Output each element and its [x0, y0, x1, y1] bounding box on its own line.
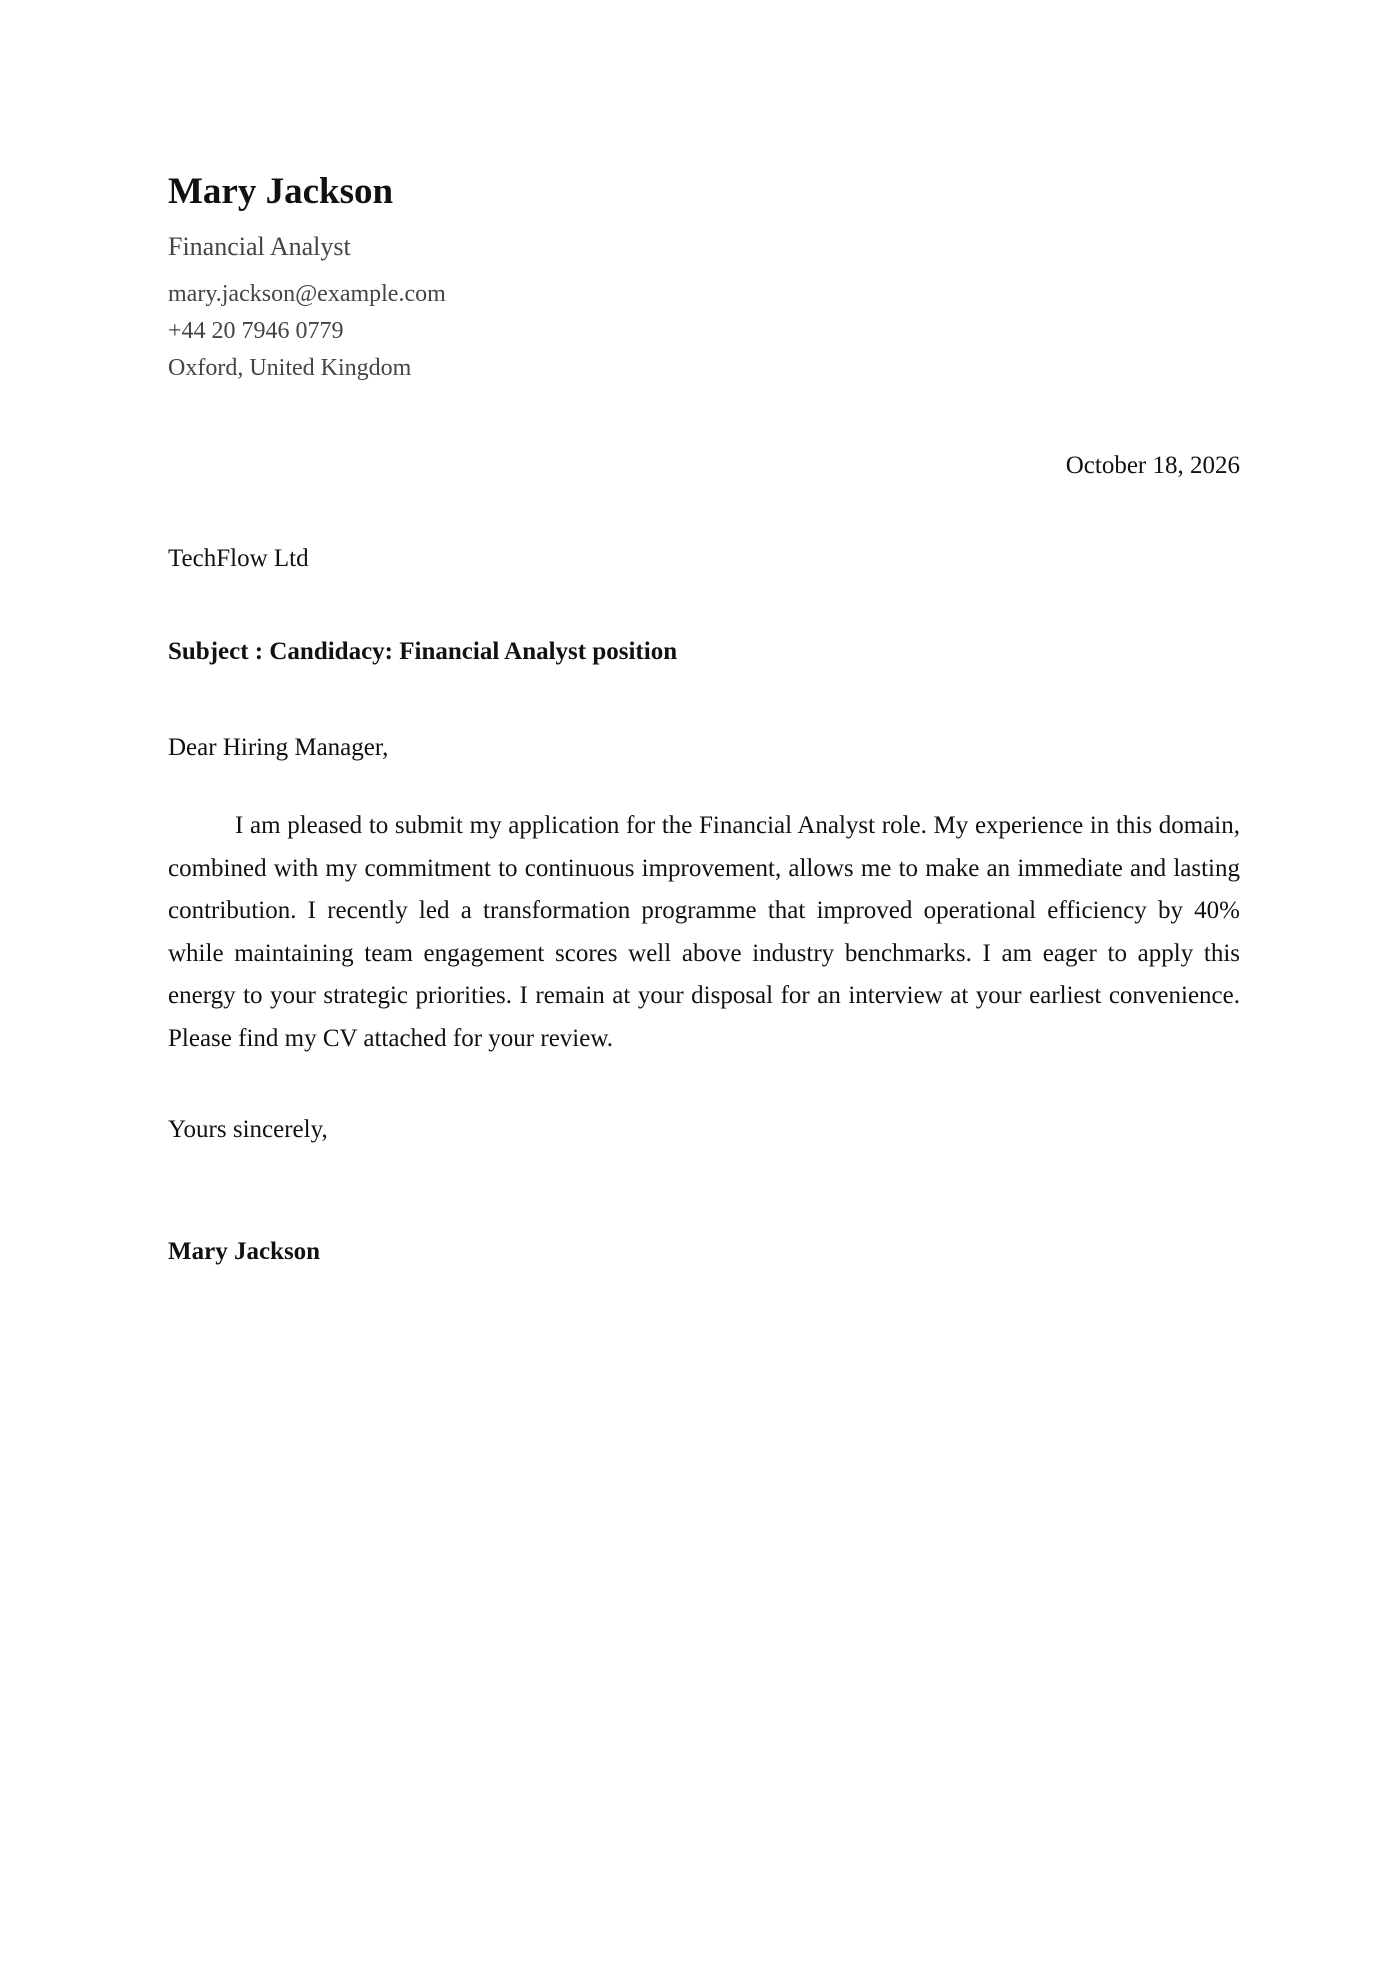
closing: Yours sincerely, — [168, 1116, 328, 1143]
contact-block — [168, 276, 1240, 387]
subject-line: Subject : Candidacy: Financial Analyst position — [168, 638, 678, 665]
sender-name: Mary Jackson — [168, 171, 394, 212]
letter-date: October 18, 2026 — [1065, 452, 1240, 479]
letter-content — [168, 168, 1240, 1269]
signature: Mary Jackson — [168, 1238, 321, 1265]
salutation: Dear Hiring Manager, — [168, 734, 389, 761]
contact-phone: +44 20 7946 0779 — [168, 318, 344, 344]
body-paragraph: I am pleased to submit my application for the Financial Analyst role. My experience in this domain, combined with my commitment to continuous improvement, allows me to make an immediate and lasting contribution. I recently led a transformation programme that improved operational efficiency by 40% while maintaining team engagement scores well above industry benchmarks. I am eager to apply this energy to your strategic priorities. I remain at your disposal for an interview at your earliest convenience. Please find my CV attached for your review. — [168, 812, 1240, 1052]
sender-header — [168, 168, 1240, 387]
contact-location: Oxford, United Kingdom — [168, 355, 412, 381]
recipient: TechFlow Ltd — [168, 545, 309, 572]
contact-email: mary.jackson@example.com — [168, 281, 446, 307]
sender-title: Financial Analyst — [168, 232, 351, 261]
